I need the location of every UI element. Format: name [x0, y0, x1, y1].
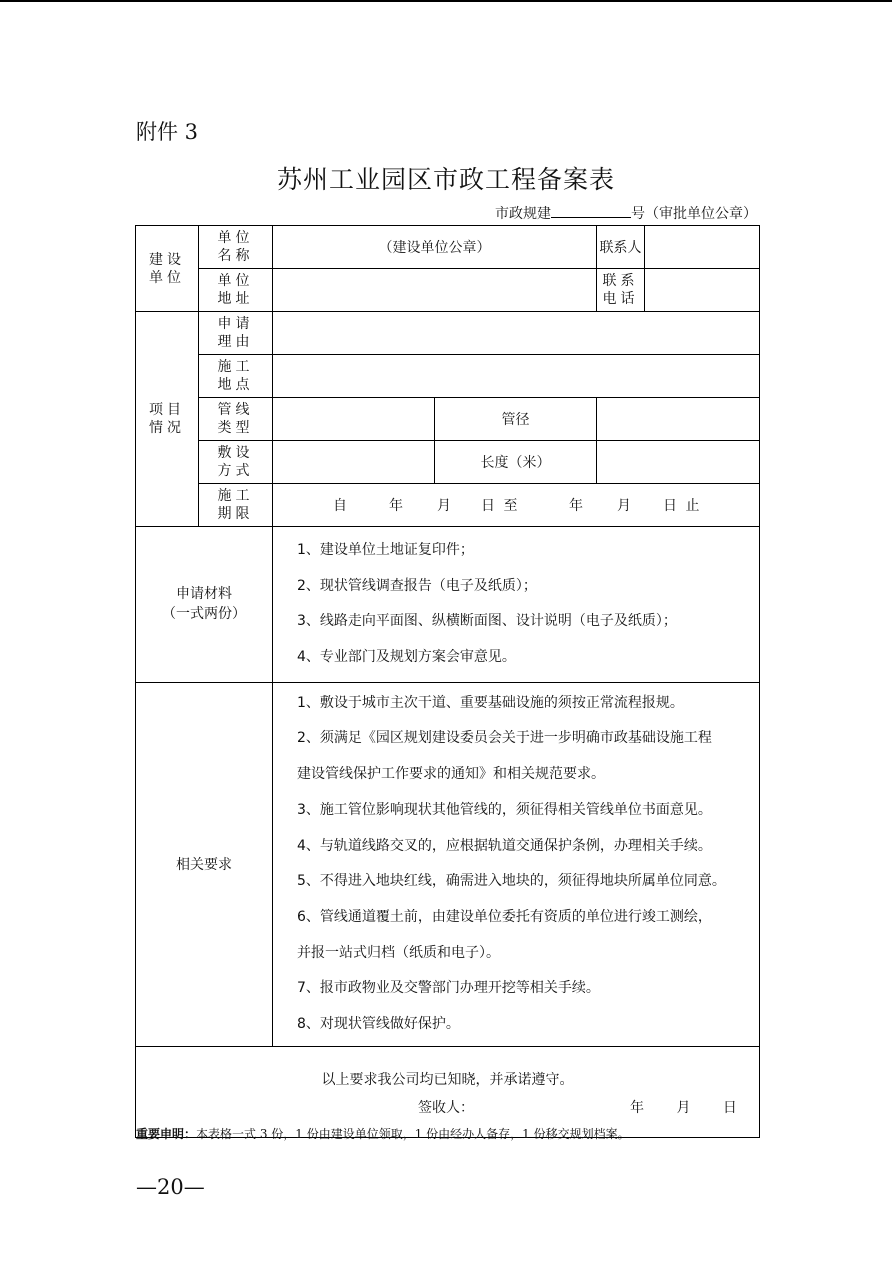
- page-title: 苏州工业园区市政工程备案表: [276, 165, 615, 194]
- laying-method-field[interactable]: [273, 441, 435, 484]
- requirement-item: 建设管线保护工作要求的通知》和相关规范要求。: [297, 766, 605, 783]
- project-label-text: 项目情况: [149, 402, 185, 436]
- requirement-item: 5、不得进入地块红线，确需进入地块的，须征得地块所属单位同意。: [297, 873, 726, 890]
- contact-field[interactable]: [645, 226, 760, 269]
- filing-prefix: 市政规建: [495, 206, 551, 222]
- pipe-type-label-text: 管线类型: [217, 402, 254, 436]
- materials-label: [136, 527, 273, 683]
- unit-address-field[interactable]: [273, 269, 597, 312]
- requirements-label-text: 相关要求: [176, 857, 232, 874]
- unit-name-label: [199, 226, 273, 269]
- requirement-item: 6、管线通道覆土前，由建设单位委托有资质的单位进行竣工测绘，: [297, 908, 712, 925]
- top-border: [0, 0, 892, 2]
- materials-item: 3、线路走向平面图、纵横断面图、设计说明（电子及纸质）；: [297, 613, 677, 630]
- period-month-2: 月: [617, 498, 631, 514]
- laying-method-label-text: 敷设方式: [217, 445, 254, 479]
- length-label-text: 长度（米）: [480, 455, 551, 471]
- phone-label-text: 联系电话: [602, 273, 639, 307]
- page-number: —20—: [136, 1175, 205, 1199]
- requirement-item: 8、对现状管线做好保护。: [297, 1015, 460, 1032]
- signer-label: 签收人：: [418, 1099, 474, 1116]
- attachment-label: 附件 3: [136, 120, 199, 144]
- unit-address-label: [199, 269, 273, 312]
- period-year-1: 年: [389, 498, 403, 514]
- unit-name-field[interactable]: [273, 226, 597, 269]
- filing-suffix: 号（审批单位公章）: [631, 206, 757, 222]
- reason-label-text: 申请理由: [217, 316, 254, 350]
- project-label: [136, 312, 199, 527]
- unit-name-label-text: 单位名称: [217, 230, 254, 264]
- filing-number: [495, 203, 757, 223]
- pipe-type-field[interactable]: [273, 398, 435, 441]
- requirement-item: 3、施工管位影响现状其他管线的，须征得相关管线单位书面意见。: [297, 801, 712, 818]
- filing-form-table: [135, 225, 760, 1138]
- location-label-text: 施工地点: [217, 359, 254, 393]
- period-field[interactable]: [273, 484, 760, 527]
- requirement-item: 4、与轨道线路交叉的，应根据轨道交通保护条例，办理相关手续。: [297, 837, 712, 854]
- phone-field[interactable]: [645, 269, 760, 312]
- filing-number-blank[interactable]: [551, 205, 631, 218]
- materials-item: 1、建设单位土地证复印件；: [297, 542, 474, 558]
- important-note: [136, 1125, 630, 1142]
- period-year-2: 年: [569, 498, 583, 514]
- length-label: [435, 441, 597, 484]
- pipe-type-label: [199, 398, 273, 441]
- acknowledgement-cell: [136, 1046, 760, 1137]
- period-from: 自: [333, 498, 347, 514]
- materials-label-line1: 申请材料: [176, 586, 232, 603]
- period-month-1: 月: [437, 498, 451, 514]
- construction-unit-label: [136, 226, 199, 312]
- reason-label: [199, 312, 273, 355]
- contact-label: [597, 226, 645, 269]
- requirement-item: 1、敷设于城市主次干道、重要基础设施的须按正常流程报规。: [297, 694, 684, 711]
- requirements-label: [136, 682, 273, 1046]
- laying-method-label: [199, 441, 273, 484]
- location-label: [199, 355, 273, 398]
- length-field[interactable]: [597, 441, 760, 484]
- contact-label-text: 联系人: [599, 240, 642, 256]
- diameter-label: [435, 398, 597, 441]
- acknowledgement-statement: 以上要求我公司均已知晓，并承诺遵守。: [321, 1071, 574, 1088]
- period-day-end: 日 止: [663, 498, 700, 514]
- location-field[interactable]: [273, 355, 760, 398]
- materials-list: [273, 527, 760, 683]
- important-note-text: 本表格一式 3 份，1 份由建设单位领取，1 份由经办人备存，1 份移交规划档案。: [196, 1127, 630, 1141]
- unit-seal-placeholder: （建设单位公章）: [378, 240, 491, 256]
- sign-date: 年 月 日: [630, 1099, 737, 1116]
- materials-item: 2、现状管线调查报告（电子及纸质）；: [297, 577, 537, 594]
- phone-label: [597, 269, 645, 312]
- diameter-label-text: 管径: [501, 412, 530, 428]
- period-label: [199, 484, 273, 527]
- construction-unit-label-text: 建设单位: [149, 251, 185, 286]
- period-day-to: 日 至: [481, 498, 518, 514]
- reason-field[interactable]: [273, 312, 760, 355]
- requirements-list: [273, 682, 760, 1046]
- period-label-text: 施工期限: [217, 488, 254, 522]
- important-note-label: 重要申明：: [136, 1127, 197, 1141]
- materials-item: 4、专业部门及规划方案会审意见。: [297, 649, 516, 666]
- requirement-item: 7、报市政物业及交警部门办理开挖等相关手续。: [297, 980, 600, 997]
- unit-address-label-text: 单位地址: [217, 273, 254, 307]
- requirement-item: 并报一站式归档（纸质和电子）。: [297, 944, 500, 961]
- requirement-item: 2、须满足《园区规划建设委员会关于进一步明确市政基础设施工程: [297, 730, 712, 747]
- materials-label-line2: （一式两份）: [162, 606, 246, 623]
- diameter-field[interactable]: [597, 398, 760, 441]
